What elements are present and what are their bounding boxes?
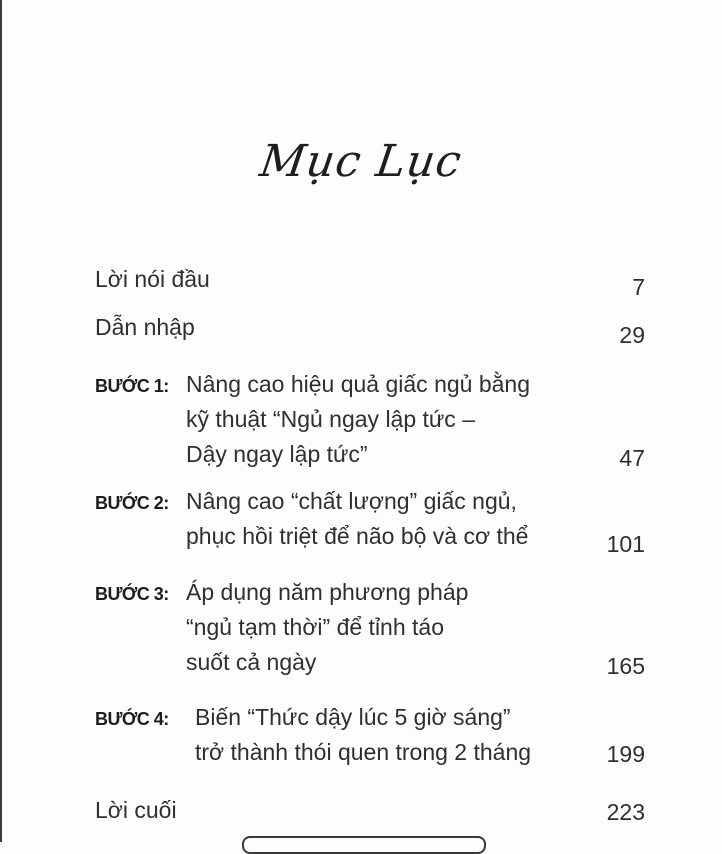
entry-title: Lời cuối (95, 797, 177, 823)
entry-page-number: 199 (606, 741, 645, 767)
entry-page-number: 223 (606, 799, 645, 825)
entry-title: Dẫn nhập (95, 314, 195, 340)
step-label: BƯỚC 2: (95, 493, 169, 513)
entry-page-number: 7 (632, 274, 645, 300)
toc-entry-step-1[interactable] (95, 367, 645, 472)
entry-page-number: 101 (606, 531, 645, 557)
toc-entry-step-3[interactable] (95, 575, 645, 680)
toc-entry-afterword[interactable] (95, 793, 645, 828)
entry-page-number: 29 (619, 322, 645, 348)
entry-title: Biến “Thức dậy lúc 5 giờ sáng” trở thành thói quen trong 2 tháng (195, 704, 532, 765)
bottom-tab-handle[interactable] (242, 836, 486, 854)
entry-title: Lời nói đầu (95, 266, 210, 292)
toc-entry-step-2[interactable] (95, 484, 645, 557)
entry-title: Áp dụng năm phương pháp “ngủ tạm thời” để tỉnh táo suốt cả ngày (186, 579, 469, 675)
entry-title: Nâng cao hiệu quả giấc ngủ bằng kỹ thuật “Ngủ ngay lập tức – Dậy ngay lập tức” (186, 371, 531, 467)
step-label: BƯỚC 3: (95, 584, 169, 604)
step-label: BƯỚC 4: (95, 709, 169, 729)
entry-page-number: 47 (619, 445, 645, 471)
step-label: BƯỚC 1: (95, 376, 169, 396)
toc-entry-step-4[interactable] (95, 700, 645, 770)
toc-entry-preface[interactable] (95, 262, 645, 300)
page-edge (0, 0, 2, 842)
entry-title: Nâng cao “chất lượng” giấc ngủ, phục hồi triệt để não bộ và cơ thể (186, 488, 529, 549)
toc-entry-introduction[interactable] (95, 310, 645, 348)
page-title: Mục Lục (256, 136, 466, 187)
entry-page-number: 165 (606, 653, 645, 679)
